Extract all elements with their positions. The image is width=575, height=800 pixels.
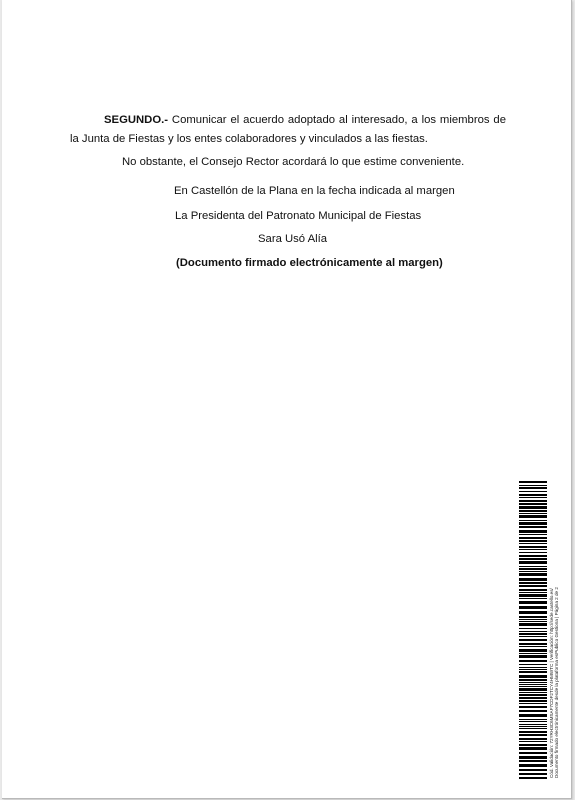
barcode-bar bbox=[519, 601, 547, 604]
barcode-bar bbox=[519, 731, 547, 733]
barcode-bar bbox=[519, 633, 547, 635]
barcode-bar bbox=[519, 721, 547, 722]
barcode-bar bbox=[519, 692, 547, 693]
barcode-bar bbox=[519, 481, 547, 483]
barcode-bar bbox=[519, 494, 547, 496]
barcode-bar bbox=[519, 741, 547, 742]
barcode-bar bbox=[519, 497, 547, 498]
barcode-bar bbox=[519, 594, 547, 597]
barcode-bar bbox=[519, 616, 547, 618]
barcode-bar bbox=[519, 686, 547, 687]
barcode-bar bbox=[519, 714, 547, 717]
barcode-bar bbox=[519, 619, 547, 620]
barcode-bar bbox=[519, 664, 547, 665]
barcode-bar bbox=[519, 738, 547, 740]
barcode-bar bbox=[519, 623, 547, 626]
barcode-bar bbox=[519, 522, 547, 525]
barcode-bar bbox=[519, 578, 547, 581]
document-page bbox=[2, 0, 572, 799]
barcode-bar bbox=[519, 756, 547, 759]
barcode-bar bbox=[519, 719, 547, 720]
barcode-bar bbox=[519, 710, 547, 712]
signer-name: Sara Usó Alía bbox=[258, 233, 328, 245]
barcode-bar bbox=[519, 573, 547, 576]
barcode-bar bbox=[519, 611, 547, 614]
barcode-bar bbox=[519, 769, 547, 771]
barcode-bar bbox=[519, 526, 547, 528]
verification-text bbox=[549, 478, 559, 778]
barcode-bar bbox=[519, 697, 547, 699]
barcode-bar bbox=[519, 675, 547, 678]
barcode-bar bbox=[519, 500, 547, 502]
barcode-bar bbox=[519, 631, 547, 632]
barcode-bar bbox=[519, 534, 547, 535]
barcode-bar bbox=[519, 646, 547, 647]
barcode-bar bbox=[519, 653, 547, 654]
barcode-bar bbox=[519, 606, 547, 609]
barcode-bar bbox=[519, 513, 547, 514]
paragraph-segundo bbox=[70, 111, 506, 149]
barcode-bar bbox=[519, 724, 547, 725]
barcode-bar bbox=[519, 744, 547, 746]
barcode-bar bbox=[519, 503, 547, 505]
barcode-bar bbox=[519, 537, 547, 539]
barcode-bar bbox=[519, 520, 547, 521]
barcode-bar bbox=[519, 679, 547, 681]
barcode-bar bbox=[519, 700, 547, 702]
place-date-line: En Castellón de la Plana en la fecha indicada al margen bbox=[174, 185, 455, 197]
barcode-bar bbox=[519, 555, 547, 557]
barcode-icon bbox=[519, 481, 547, 779]
barcode-bar bbox=[519, 694, 547, 696]
barcode-bar bbox=[519, 728, 547, 729]
barcode-bar bbox=[519, 643, 547, 645]
paragraph-body: Comunicar el acuerdo adoptado al interesado, a los miembros de la Junta de Fiestas y los entes colaboradores y vinculados a las fiestas. bbox=[70, 114, 506, 145]
barcode-bar bbox=[519, 546, 547, 548]
barcode-bar bbox=[519, 598, 547, 599]
barcode-bar bbox=[519, 510, 547, 512]
paragraph-heading: SEGUNDO.- bbox=[104, 114, 169, 126]
barcode-bar bbox=[519, 592, 547, 593]
barcode-bar bbox=[519, 561, 547, 564]
barcode-bar bbox=[519, 540, 547, 542]
barcode-bar bbox=[519, 703, 547, 704]
barcode-bar bbox=[519, 773, 547, 775]
barcode-bar bbox=[519, 684, 547, 685]
barcode-bar bbox=[519, 589, 547, 591]
barcode-bar bbox=[519, 558, 547, 560]
barcode-bar bbox=[519, 621, 547, 622]
barcode-bar bbox=[519, 752, 547, 754]
barcode-bar bbox=[519, 485, 547, 486]
barcode-bar bbox=[519, 777, 547, 779]
barcode-bar bbox=[519, 706, 547, 708]
barcode-bar bbox=[519, 515, 547, 518]
barcode-bar bbox=[519, 726, 547, 727]
barcode-bar bbox=[519, 628, 547, 629]
barcode-bar bbox=[519, 530, 547, 533]
barcode-bar bbox=[519, 639, 547, 641]
barcode-bar bbox=[519, 636, 547, 637]
barcode-bar bbox=[519, 568, 547, 570]
barcode-bar bbox=[519, 747, 547, 750]
barcode-bar bbox=[519, 688, 547, 691]
barcode-bar bbox=[519, 669, 547, 670]
barcode-bar bbox=[519, 764, 547, 767]
barcode-bar bbox=[519, 682, 547, 683]
barcode-bar bbox=[519, 667, 547, 668]
barcode-bar bbox=[519, 671, 547, 673]
barcode-bar bbox=[519, 734, 547, 736]
barcode-bar bbox=[519, 543, 547, 544]
barcode-bar bbox=[519, 655, 547, 658]
barcode-bar bbox=[519, 491, 547, 492]
barcode-bar bbox=[519, 549, 547, 550]
barcode-bar bbox=[519, 552, 547, 553]
barcode-bar bbox=[519, 649, 547, 652]
barcode-bar bbox=[519, 566, 547, 567]
verification-line-2: Documento firmado electrónicamente desde la plataforma esPublico Gestiona | Página 2 de 2 bbox=[554, 587, 560, 778]
electronic-signature-note: (Documento firmado electrónicamente al margen) bbox=[176, 257, 443, 269]
signer-title: La Presidenta del Patronato Municipal de Fiestas bbox=[175, 210, 422, 222]
verification-line-1: Cód. Validación: 72YRH3C6MSAF7CDF2TCY4HMWTC | Verificación: http://sede.castello.es/ bbox=[549, 588, 554, 778]
barcode-bar bbox=[519, 506, 547, 509]
paragraph-no-obstante: No obstante, el Consejo Rector acordará lo que estime conveniente. bbox=[122, 156, 465, 168]
barcode-bar bbox=[519, 582, 547, 584]
barcode-bar bbox=[519, 760, 547, 762]
barcode-bar bbox=[519, 660, 547, 662]
barcode-bar bbox=[519, 571, 547, 572]
barcode-bar bbox=[519, 585, 547, 587]
barcode-bar bbox=[519, 487, 547, 489]
